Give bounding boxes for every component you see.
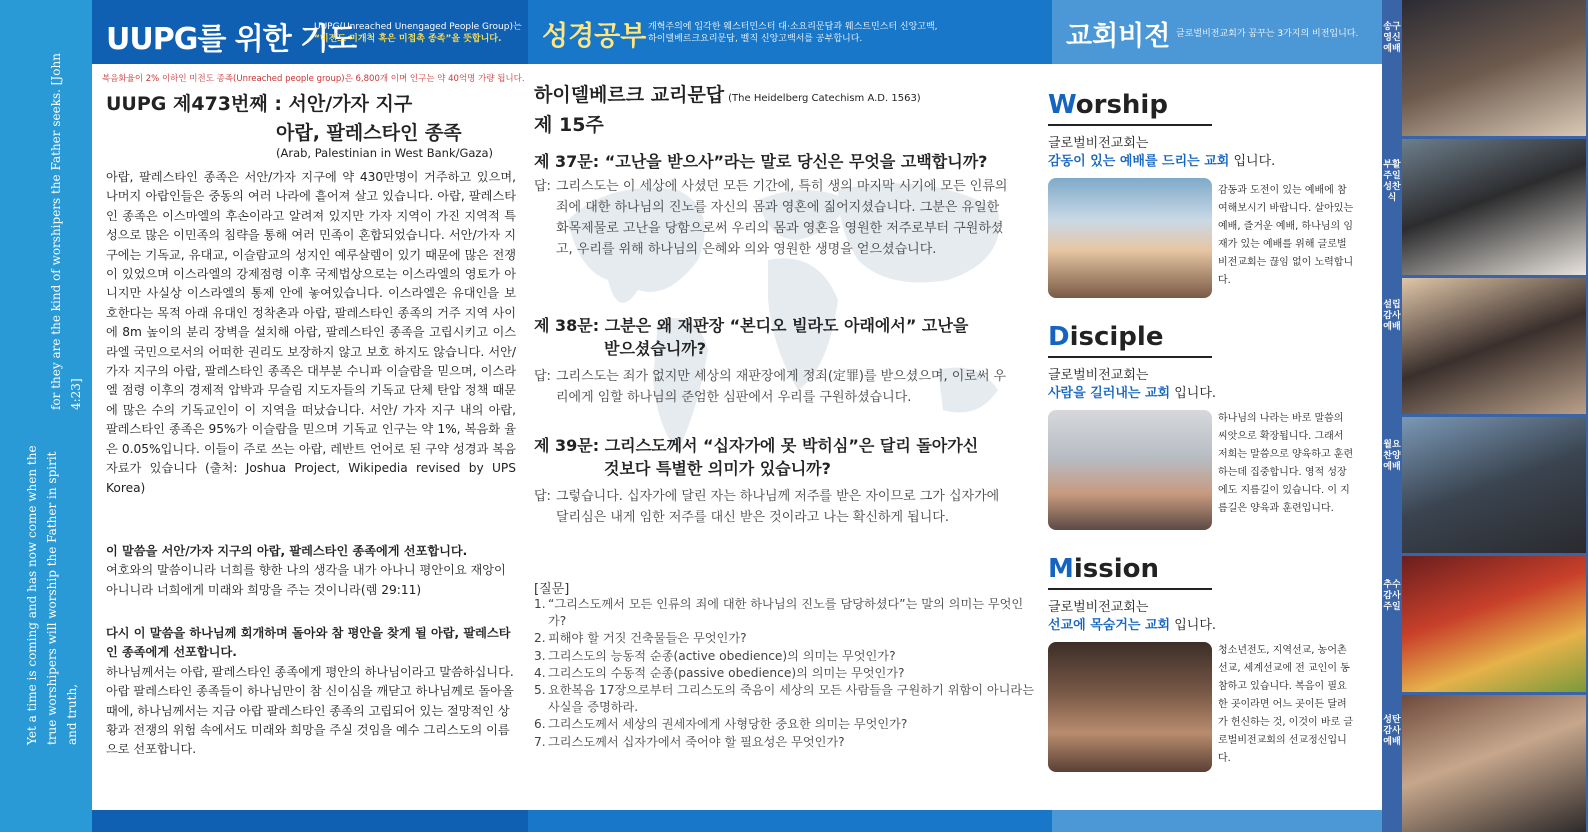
- question-item-text: 피해야 할 거짓 건축물들은 무엇인가?: [548, 631, 747, 646]
- worship-heading-rest: orship: [1075, 90, 1168, 120]
- bible-header-subtitle: [648, 21, 938, 45]
- event-photo-strip: [1382, 0, 1588, 832]
- uupg-declaration-2: [106, 624, 516, 760]
- question-item: 6. 그리스도께서 세상의 권세자에게 사형당한 중요한 의미는 무엇인가?: [534, 717, 908, 732]
- question-item: 7. 그리스도께서 십자가에서 죽어야 할 필요성은 무엇인가?: [534, 734, 845, 749]
- left-verse-band: [0, 0, 92, 832]
- mission-emphasis: 선교에 목숨거는 교회: [1048, 618, 1171, 633]
- worship-photo: [1048, 178, 1212, 298]
- disciple-line1: 글로벌비전교회는: [1048, 368, 1149, 383]
- mission-tail: 입니다.: [1170, 618, 1217, 633]
- uupg-header-subtitle: [314, 21, 522, 45]
- mission-text: 청소년전도, 지역선교, 농어촌선교, 세계선교에 전 교인이 동참하고 있습니다. 복음이 필요한 곳이라면 어느 곳이든 달려가 헌신하는 것, 이것이 바로 글로벌비전교회의 선교정신입니다.: [1218, 645, 1353, 764]
- uupg-body: 아랍, 팔레스타인 종족은 서안/가자 지구에 약 430만명이 거주하고 있으며, 나머지 아랍인들은 중동의 여러 나라에 흩어져 살고 있습니다. 아랍, 팔레스타인 종족은 이스마엘의 후손이라고 알려져 있지만 가자 지역이 가진 지역적 특성으로 많은 이민족의 침략을 통해 여러 민족이 혼합되었습니다. 서안/가자 지구에는 기독교, 유대교, 이슬람교의 성지인 예루살렘이 있기 때문에 많은 전쟁이 있었으며 이스라엘의 강제점령 이후 국제법상으로는 이스라엘의 영토가 아니지만 사실상 이스라엘의 통제 안에 놓여있습니다. 이스라엘은 유대인을 보호한다는 목적 아래 유대인 정착촌과 아랍, 팔레스타인 종족의 거주 지역 사이에 8m 높이의 분리 장벽을 설치해 아랍, 팔레스타인 종족을 고립시키고 이스라엘 국민으로서의 어떠한 권리도 보장하지 않고 보호 하지도 않습니다. 서안/가자 지구의 아랍, 팔레스타인 종족은 대부분 수니파 이슬람을 믿으며, 이스라엘 점령 이후의 경제적 압박과 무슬림 지도자들의 기독교 단체 탄압 정책 때문에 많은 수의 기독교인이 이 지역을 떠났습니다. 서안/ 가자 지구 내의 아랍, 팔레스타인 종족은 95%가 이슬람을 믿으며 기독교 인구는 약 1%, 복음화 율은 0.05%입니다. 이들이 주로 쓰는 아랍, 레반트 언어로 된 구약 성경과 복음자료가 있습니다 (출처: Joshua Project, Wikipedia revised by UPS Korea): [106, 170, 516, 495]
- question-item-text: “그리스도께서 모든 인류의 죄에 대한 하나님의 진노를 담당하셨다”는 말의 의미는 무엇인가?: [548, 597, 1024, 629]
- uupg-declaration-1-body: 여호와의 말씀이니라 너희를 향한 나의 생각을 내가 아나니 평안이요 재앙이 아니니라 너희에게 미래와 희망을 주는 것이니라(렘 29:11): [106, 563, 506, 597]
- disciple-line2: [1048, 382, 1216, 401]
- question-item-text: 그리스도의 능동적 순종(active obedience)의 의미는 무엇인가?: [548, 648, 896, 663]
- bible-study-column: [528, 0, 1052, 832]
- questions-list: [534, 596, 1034, 751]
- question-39-line1: 제 39문: 그리스도께서 “십자가에 못 박히심”은 달리 돌아가신: [534, 436, 979, 455]
- vision-header-subtitle: 글로벌비전교회가 꿈꾸는 3가지의 비전입니다.: [1176, 29, 1359, 39]
- disciple-tail: 입니다.: [1170, 386, 1217, 401]
- question-39-line2: 것보다 특별한 의미가 있습니까?: [604, 459, 831, 478]
- bible-header-sub2: 하이델베르크요리문답, 벨직 신앙고백서를 공부합니다.: [648, 34, 863, 44]
- disciple-divider: [1048, 356, 1212, 358]
- bible-header-title: 성경공부: [542, 21, 647, 52]
- question-38-line1: 제 38문: 그분은 왜 재판장 “본디오 빌라도 아래에서” 고난을: [534, 316, 969, 335]
- bible-header: [528, 0, 1052, 64]
- answer-39: [534, 486, 1014, 528]
- question-item-text: 그리스도의 수동적 순종(passive obedience)의 의미는 무엇인가?: [548, 665, 905, 680]
- question-38-line2: 받으셨습니까?: [604, 339, 707, 358]
- strip-label: 송구영신예배: [1383, 22, 1401, 54]
- mission-divider: [1048, 588, 1212, 590]
- answer-38: [534, 366, 1014, 408]
- mission-line2: [1048, 614, 1216, 633]
- strip-photo: [1402, 556, 1586, 692]
- vision-header-title: 교회비전: [1066, 21, 1171, 52]
- strip-photo: [1402, 695, 1586, 832]
- worship-emphasis: 감동이 있는 예배를 드리는 교회: [1048, 154, 1230, 169]
- bible-bottom-bar: [528, 810, 1052, 832]
- question-39: [534, 434, 978, 480]
- answer-39-text: 그렇습니다. 십자가에 달린 자는 하나님께 저주를 받은 자이므로 그가 십자가에 달리심은 내게 임한 저주를 대신 받은 것이라고 나는 확신하게 됩니다.: [556, 489, 1000, 525]
- question-item-text: 요한복음 17장으로부터 그리스도의 죽음이 세상의 모든 사람들을 구원하기 위함이 아니라는 사실을 증명하라.: [548, 683, 1034, 715]
- worship-divider: [1048, 124, 1212, 126]
- mission-line1: 글로벌비전교회는: [1048, 600, 1149, 615]
- uupg-declaration-2-head: 다시 이 말씀을 하나님께 회개하며 돌아와 참 평안을 찾게 될 아랍, 팔레스타인 종족에게 선포합니다.: [106, 626, 511, 660]
- catechism-week: 제 15주: [534, 114, 604, 136]
- question-38: [534, 314, 968, 360]
- disciple-heading: [1048, 322, 1163, 352]
- verse-line-2: Yet a time is coming and has now come when the true worshipers will worship the Father in spirit and truth,: [25, 445, 79, 745]
- disciple-heading-rest: isciple: [1069, 322, 1164, 352]
- catechism-title-en: (The Heidelberg Catechism A.D. 1563): [728, 93, 921, 104]
- mission-photo: [1048, 642, 1212, 772]
- uupg-header-sub2: “미전도 미개척 혹은 미접촉 종족”을 뜻합니다.: [314, 34, 502, 44]
- uupg-declaration-1: [106, 542, 516, 600]
- worship-heading-cap: W: [1048, 90, 1076, 120]
- question-item: 5. 요한복음 17장으로부터 그리스도의 죽음이 세상의 모든 사람들을 구원하기 위함이 아니라는 사실을 증명하라.: [534, 683, 1034, 715]
- uupg-declaration-1-head: 이 말씀을 서안/가자 지구의 아랍, 팔레스타인 종족에게 선포합니다.: [106, 544, 468, 558]
- mission-heading-rest: ission: [1073, 554, 1160, 584]
- uupg-declaration-2-body: 하나님께서는 아랍, 팔레스타인 종족에게 평안의 하나님이라고 말씀하십니다. 아랍 팔레스타인 종족들이 하나님만이 참 신이심을 깨닫고 하나님께로 돌아올 때에, 하나님께서는 지금 아랍 팔레스타인 종족의 고립되어 있는 절망적인 상황과 전쟁의 위험 속에서도 미래와 희망을 주실 것임을 예수 그리스도의 이름으로 선포합니다.: [106, 664, 514, 757]
- worship-line1: 글로벌비전교회는: [1048, 136, 1149, 151]
- uupg-title-line1: UUPG 제473번째 : 서안/가자 지구: [106, 93, 413, 115]
- worship-line2: [1048, 150, 1275, 169]
- vision-bottom-bar: [1052, 810, 1382, 832]
- questions-title: [질문]: [534, 582, 570, 597]
- worship-tail: 입니다.: [1229, 154, 1276, 169]
- strip-photo: [1402, 278, 1586, 414]
- question-item-text: 그리스도께서 세상의 권세자에게 사형당한 중요한 의미는 무엇인가?: [548, 717, 908, 732]
- strip-label: 추수감사주일: [1383, 580, 1401, 612]
- uupg-column: [92, 0, 528, 832]
- question-item-text: 그리스도께서 십자가에서 죽어야 할 필요성은 무엇인가?: [548, 734, 845, 749]
- strip-label: 부활주일 성찬식: [1383, 160, 1401, 203]
- question-item: 1. “그리스도께서 모든 인류의 죄에 대한 하나님의 진노를 담당하셨다”는 말의 의미는 무엇인가?: [534, 597, 1024, 629]
- worship-heading: [1048, 90, 1168, 120]
- question-37: 제 37문: “고난을 받으사”라는 말로 당신은 무엇을 고백합니까?: [534, 152, 988, 171]
- disciple-text: 하나님의 나라는 바로 말씀의 씨앗으로 확장됩니다. 그래서 저희는 말씀으로 양육하고 훈련하는데 집중합니다. 영적 성장에도 지름길이 있습니다. 이 지름길은 양육과 훈련입니다.: [1218, 413, 1354, 514]
- question-item: 4. 그리스도의 수동적 순종(passive obedience)의 의미는 무엇인가?: [534, 665, 905, 680]
- vision-column: [1048, 0, 1382, 832]
- strip-photo: [1402, 0, 1586, 136]
- verse-line-1: for they are the kind of worshipers the Father seeks. [John 4:23]: [49, 53, 83, 410]
- catechism-title: [534, 80, 921, 107]
- strip-label: 설립감사예배: [1383, 300, 1401, 332]
- answer-37-text: 그리스도는 이 세상에 사셨던 모든 기간에, 특히 생의 마지막 시기에 모든 인류의 죄에 대한 하나님의 진노를 자신의 몸과 영혼에 짊어지셨습니다. 그분은 유일한 화목제물로 고난을 당함으로써 우리의 몸과 영혼을 영원한 저주로부터 구원하셨고, 우리를 위해 하나님의 은혜와 의와 영원한 생명을 얻으셨습니다.: [556, 179, 1008, 257]
- uupg-header-title: UUPG를 위한 기도: [106, 22, 357, 57]
- uupg-header: [92, 0, 528, 64]
- uupg-title-line3: (Arab, Palestinian in West Bank/Gaza): [276, 146, 494, 160]
- strip-photo: [1402, 417, 1586, 553]
- question-item: 2. 피해야 할 거짓 건축물들은 무엇인가?: [534, 631, 747, 646]
- vision-header: [1052, 0, 1382, 64]
- mission-heading-cap: M: [1048, 554, 1074, 584]
- answer-label: 답:: [534, 489, 551, 504]
- uupg-bottom-bar: [92, 810, 528, 832]
- answer-label: 답:: [534, 179, 551, 194]
- uupg-header-sub1: UUPG(Unreached Unengaged People Group)는: [314, 22, 522, 32]
- disciple-photo: [1048, 410, 1212, 530]
- strip-label: 성탄감사예배: [1383, 715, 1401, 747]
- uupg-note: 복음화율이 2% 이하인 미전도 종족(Unreached people group)은 6,800개 이며 인구는 약 40억명 가량 됩니다.: [102, 74, 525, 84]
- catechism-title-ko: 하이델베르크 교리문답: [534, 84, 725, 106]
- answer-37: [534, 176, 1014, 260]
- strip-photo: [1402, 139, 1586, 275]
- answer-label: 답:: [534, 369, 551, 384]
- strip-label: 월요찬양예배: [1383, 440, 1401, 472]
- question-item: 3. 그리스도의 능동적 순종(active obedience)의 의미는 무엇인가?: [534, 648, 896, 663]
- mission-heading: [1048, 554, 1159, 584]
- worship-text: 감동과 도전이 있는 예배에 참여해보시기 바랍니다. 살아있는 예배, 즐거운 예배, 하나님의 임재가 있는 예배를 위해 글로벌비전교회는 끊임 없이 노력합니다.: [1218, 185, 1354, 286]
- disciple-emphasis: 사람을 길러내는 교회: [1048, 386, 1171, 401]
- answer-38-text: 그리스도는 죄가 없지만 세상의 재판장에게 정죄(定罪)를 받으셨으며, 이로써 우리에게 임할 하나님의 준엄한 심판에서 우리를 구원하셨습니다.: [556, 369, 1007, 405]
- disciple-heading-cap: D: [1048, 322, 1070, 352]
- bible-header-sub1: 개혁주의에 입각한 웨스터민스터 대·소요리문답과 웨스트민스터 신앙고백,: [648, 22, 938, 32]
- uupg-title-line2: 아랍, 팔레스타인 종족: [276, 122, 462, 144]
